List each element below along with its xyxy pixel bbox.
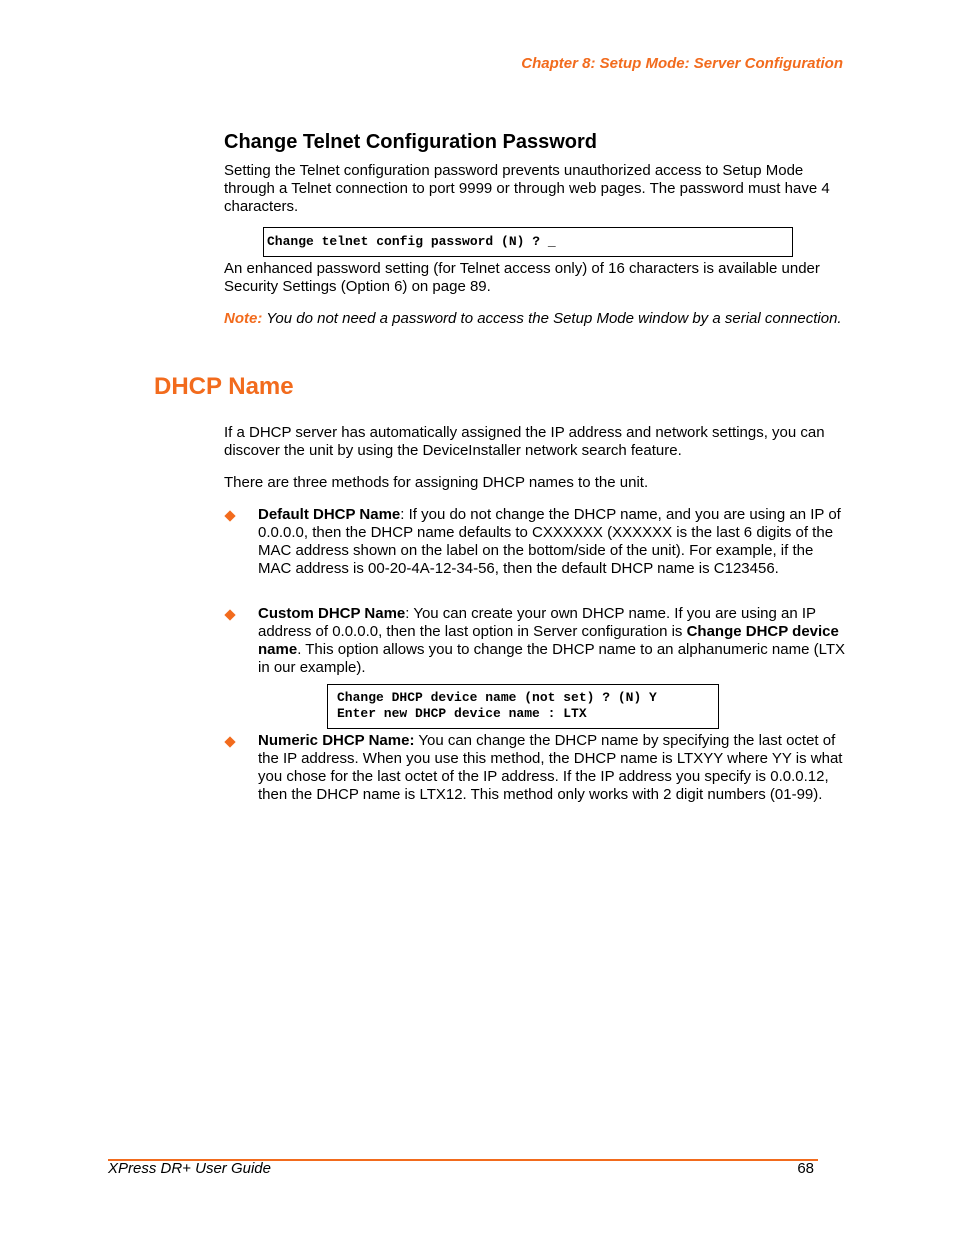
footer-title: XPress DR+ User Guide xyxy=(108,1160,271,1177)
bullet-bold-text: Change DHCP device name xyxy=(258,623,839,658)
note-text: You do not need a password to access the Setup Mode window by a serial connection. xyxy=(262,310,842,327)
note xyxy=(224,310,844,328)
list-item-numeric-dhcp xyxy=(258,732,846,804)
bullet-text: . This option allows you to change the DHCP name to an alphanumeric name (LTX in our example). xyxy=(258,641,845,676)
bullet-label: Numeric DHCP Name: xyxy=(258,732,415,749)
bullet-label: Custom DHCP Name xyxy=(258,605,406,622)
code-block-telnet: Change telnet config password (N) ? _ xyxy=(263,227,793,257)
list-item-custom-dhcp xyxy=(258,605,846,677)
note-label: Note: xyxy=(224,310,263,327)
diamond-bullet-icon xyxy=(224,510,235,521)
paragraph-dhcp-intro: If a DHCP server has automatically assigned the IP address and network settings, you can discover the unit by using the DeviceInstaller network search feature. xyxy=(224,424,825,459)
bullet-text: : You can create your own DHCP name. If you are using an IP address of 0.0.0.0, then the last option in Server configuration is xyxy=(258,605,816,640)
page-number: 68 xyxy=(797,1160,814,1177)
paragraph-dhcp-methods: There are three methods for assigning DHCP names to the unit. xyxy=(224,474,649,491)
code-line: Enter new DHCP device name : LTX xyxy=(337,706,587,721)
paragraph-enhanced-password: An enhanced password setting (for Telnet access only) of 16 characters is available under Security Settings (Option 6) on page 89. xyxy=(224,260,820,295)
chapter-header: Chapter 8: Setup Mode: Server Configuration xyxy=(521,55,843,72)
code-line: Change DHCP device name (not set) ? (N) Y xyxy=(337,690,657,705)
bullet-text: You can change the DHCP name by specifying the last octet of the IP address. When you use this method, the DHCP name is LTXYY where YY is what you chose for the last octet of the IP address. If the IP address you specify is 0.0.0.12, then the DHCP name is LTX12. This method only works with 2 digit numbers (01-99). xyxy=(258,732,843,803)
code-block-dhcp xyxy=(327,684,719,729)
diamond-bullet-icon xyxy=(224,736,235,747)
section-title-telnet-password: Change Telnet Configuration Password xyxy=(224,131,597,153)
bullet-text: : If you do not change the DHCP name, and you are using an IP of 0.0.0.0, then the DHCP name defaults to CXXXXXX (XXXXXX is the last 6 digits of the MAC address shown on the label on the bottom/side of the unit). For example, if the MAC address is 00-20-4A-12-34-56, then the default DHCP name is C123456. xyxy=(258,506,841,577)
section-title-dhcp-name: DHCP Name xyxy=(154,373,294,400)
diamond-bullet-icon xyxy=(224,609,235,620)
paragraph-telnet-intro: Setting the Telnet configuration password prevents unauthorized access to Setup Mode through a Telnet connection to port 9999 or through web pages. The password must have 4 characters. xyxy=(224,162,830,215)
list-item-default-dhcp xyxy=(258,506,846,578)
bullet-label: Default DHCP Name xyxy=(258,506,401,523)
